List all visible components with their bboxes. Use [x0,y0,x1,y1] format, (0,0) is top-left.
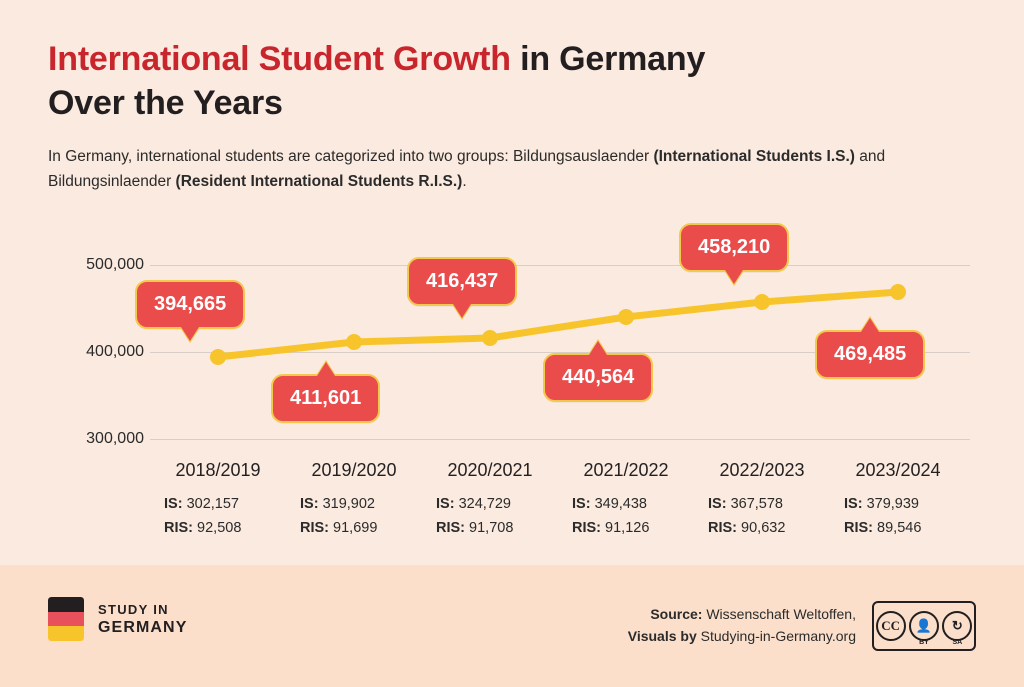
data-label-2019-2020 [271,374,380,423]
visuals-line [628,625,856,647]
cc-item [909,605,939,647]
series-polyline [218,292,898,357]
x-tick-label: 2022/2023 [719,460,805,480]
ris-value: 90,632 [741,519,786,536]
x-tick-label: 2020/2021 [447,460,533,480]
data-label-2022-2023-text: 458,210 [698,236,771,258]
cc-item [942,605,972,647]
footer [0,565,1024,687]
bubble-tail [453,304,471,318]
ris-stat [422,517,558,541]
data-label-2018-2019-text: 394,665 [154,293,227,315]
flag-stripe-black [48,597,84,612]
is-label: IS: [844,496,863,512]
subtitle-bold-2: (Resident International Students R.I.S.) [175,172,463,190]
is-label: IS: [164,496,183,512]
logo-line-2: GERMANY [98,618,188,636]
logo-text [98,602,187,637]
title-accent: International Student Growth [48,40,511,78]
ris-label: RIS: [164,519,193,536]
cc-logo-icon [876,611,906,641]
x-tick-label: 2021/2022 [583,460,669,480]
flag-stripe-gold [48,626,84,641]
is-stat [830,493,966,517]
is-label: IS: [436,496,455,512]
subtitle-bold-1: (International Students I.S.) [653,148,855,166]
x-column-2021-2022 [558,460,694,541]
visuals-label: Visuals by [627,628,697,645]
data-point-2020-2021 [482,330,498,346]
bubble-tail [589,341,607,355]
cc-sa-icon: ↻ [942,611,972,641]
data-point-2021-2022 [618,309,634,325]
ris-stat [830,517,966,541]
data-label-2022-2023 [679,223,789,272]
subtitle [48,145,948,195]
is-stat [286,493,422,517]
is-label: IS: [708,496,727,512]
cc-mark-text: CC [881,618,901,633]
cc-by-label: BY [919,639,929,646]
title-rest: in Germany [510,40,706,78]
ris-label: RIS: [572,519,601,536]
x-column-2018-2019 [150,460,286,541]
source-credit [628,603,856,648]
x-tick-label: 2018/2019 [175,460,261,480]
y-tick-300000: 300,000 [86,430,144,447]
ris-label: RIS: [708,519,737,536]
source-label: Source: [650,606,703,622]
visuals-value: Studying-in-Germany.org [696,628,856,645]
ris-value: 91,708 [469,519,514,536]
ris-value: 91,699 [333,519,378,536]
ris-value: 89,546 [877,519,922,536]
y-tick-500000: 500,000 [86,256,144,273]
cc-sa-label: SA [952,639,963,646]
data-point-2018-2019 [210,349,226,365]
data-point-2022-2023 [754,294,770,310]
bubble-tail [861,318,879,332]
is-value: 302,157 [186,496,239,512]
study-in-germany-logo [48,597,187,641]
x-tick-label: 2019/2020 [311,460,397,480]
data-label-2018-2019 [135,280,245,329]
ris-stat [286,517,422,541]
ris-stat [150,517,286,541]
data-label-2021-2022-text: 440,564 [562,366,635,388]
is-label: IS: [572,496,591,512]
data-point-2023-2024 [890,284,906,300]
ris-stat [694,517,830,541]
is-value: 349,438 [594,496,647,512]
is-label: IS: [300,496,319,512]
is-stat [694,493,830,517]
x-column-2020-2021 [422,460,558,541]
plot-area [150,232,970,452]
source-value: Wissenschaft Weltoffen, [702,606,856,622]
cc-item [876,605,906,647]
subtitle-part-1: In Germany, international students are categorized into two groups: Bildungsauslaender [48,148,654,166]
x-axis [150,460,970,570]
subtitle-part-3: . [462,172,467,190]
header [48,38,978,195]
data-label-2019-2020-text: 411,601 [290,387,362,409]
x-column-2019-2020 [286,460,422,541]
data-label-2023-2024-text: 469,485 [834,343,907,365]
is-value: 324,729 [458,496,511,512]
title-line2: Over the Years [48,83,283,122]
is-value: 367,578 [730,496,783,512]
ris-label: RIS: [300,519,329,536]
data-label-2020-2021 [407,257,517,306]
ris-value: 91,126 [605,519,650,536]
bubble-tail [725,270,743,284]
is-stat [422,493,558,517]
is-stat [558,493,694,517]
x-column-2023-2024 [830,460,966,541]
data-point-2019-2020 [346,334,362,350]
cc-by-icon: 👤 [909,611,939,641]
x-column-2022-2023 [694,460,830,541]
data-label-2023-2024 [815,330,925,379]
german-flag-icon [48,597,84,641]
bubble-tail [317,362,335,376]
ris-label: RIS: [436,519,465,536]
logo-line-1: STUDY IN [98,601,169,617]
source-line [628,603,856,625]
is-value: 379,939 [866,496,919,512]
y-tick-400000: 400,000 [86,343,144,360]
is-stat [150,493,286,517]
data-label-2020-2021-text: 416,437 [426,270,499,292]
ris-label: RIS: [844,519,873,536]
bubble-tail [181,327,199,341]
subtitle-part-2: and Bildungsinlaender [48,148,886,190]
is-value: 319,902 [322,496,375,512]
ris-value: 92,508 [197,519,242,536]
line-chart [0,232,1024,562]
data-label-2021-2022 [543,353,653,402]
page-title [48,38,978,125]
x-tick-label: 2023/2024 [855,460,941,480]
ris-stat [558,517,694,541]
flag-stripe-red [48,612,84,627]
creative-commons-badge [872,601,976,651]
